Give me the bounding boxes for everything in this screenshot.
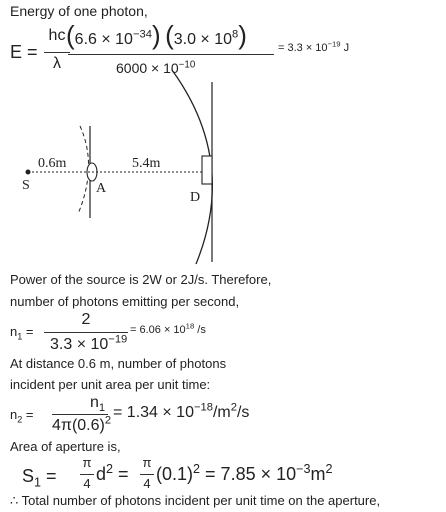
result-exp: −19 xyxy=(327,39,341,49)
n1-symbol: n xyxy=(10,324,18,339)
label-dist2: 5.4m xyxy=(132,156,161,171)
n2-result xyxy=(113,401,250,422)
n1-result xyxy=(130,321,206,336)
num-exp1: −34 xyxy=(132,28,152,41)
s1-frac-bar1 xyxy=(80,474,94,475)
diagram xyxy=(0,66,446,268)
n1-sub: 1 xyxy=(17,331,23,342)
area-line: Area of aperture is, xyxy=(10,439,121,454)
n2-num-base: n xyxy=(90,394,99,411)
s1-unit-exp: 2 xyxy=(325,462,333,476)
power-line1: Power of the source is 2W or 2J/s. Therefore, xyxy=(10,272,272,287)
s1-frac-bar2 xyxy=(140,474,154,475)
hc-fraction-bar xyxy=(44,52,70,53)
s1-result-unit: m xyxy=(310,464,326,484)
n1-numerator: 2 xyxy=(81,311,91,328)
s1-result xyxy=(156,464,333,485)
num-factor1: 6.6 × 10 xyxy=(74,31,133,48)
n2-unit-exp: 2 xyxy=(230,401,237,414)
n1-denominator xyxy=(50,333,128,354)
num-exp2: 8 xyxy=(232,28,239,41)
n2-den-base: 4π(0.6) xyxy=(52,417,105,434)
s1-four2: 4 xyxy=(143,476,151,491)
label-S: S xyxy=(22,178,30,193)
n2-lhs: $n_2$ = xyxy=(10,407,34,425)
energy-result xyxy=(278,39,350,54)
n2-denominator xyxy=(52,414,112,435)
result-unit: J xyxy=(340,42,350,54)
den-exp: −10 xyxy=(178,59,196,71)
s1-pi2: π xyxy=(142,455,152,470)
result-base: = 3.3 × 10 xyxy=(278,42,328,54)
n2-unit-tail: /s xyxy=(236,404,250,421)
n2-result-base: = 1.34 × 10 xyxy=(113,404,194,421)
s1-sub: 1 xyxy=(34,475,42,490)
n2-den-exp: 2 xyxy=(104,414,112,427)
s1-pi1: π xyxy=(82,455,92,470)
s1-lhs: $S_1$ = xyxy=(22,466,57,490)
s1-d: d xyxy=(96,464,107,484)
s1-paren-exp: 2 xyxy=(193,462,201,476)
n1-result-base: = 6.06 × 10 xyxy=(130,324,186,336)
energy-numerator: $(6.6 \times 10^{-34})$ $(3.0 \times 10^8)$ xyxy=(66,20,247,50)
s1-result-exp: −3 xyxy=(296,462,311,476)
n2-symbol: n xyxy=(10,407,18,422)
s1-four1: 4 xyxy=(83,476,91,491)
power-line2: number of photons emitting per second, xyxy=(10,294,240,309)
n1-result-exp: 18 xyxy=(185,321,195,331)
detector-box xyxy=(202,156,212,184)
intro-text: Energy of one photon, xyxy=(10,3,148,19)
s1-symbol: S xyxy=(22,466,35,486)
energy-lhs: E = xyxy=(10,42,38,62)
s1-result-base: = 7.85 × 10 xyxy=(205,464,297,484)
s1-d2: $d^2$ = xyxy=(96,462,129,484)
distance-line2: incident per unit area per unit time: xyxy=(10,377,211,392)
lambda-denominator: λ xyxy=(53,55,61,72)
n1-den-base: 3.3 × 10 xyxy=(50,336,109,353)
n2-result-unit: /m xyxy=(212,404,231,421)
s1-paren: (0.1) xyxy=(156,464,194,484)
n1-result-unit: /s xyxy=(194,324,206,336)
s1-d-exp: 2 xyxy=(106,462,114,476)
n2-num-sub: 1 xyxy=(98,402,106,415)
n2-sub: 2 xyxy=(17,414,23,425)
label-D: D xyxy=(190,190,201,205)
n2-fraction-bar xyxy=(52,414,108,415)
energy-fraction-bar xyxy=(68,54,274,55)
distance-line1: At distance 0.6 m, number of photons xyxy=(10,356,227,371)
final-line: ∴ Total number of photons incident per unit time on the aperture, xyxy=(10,493,381,508)
label-dist1: 0.6m xyxy=(38,156,67,171)
n2-result-exp: −18 xyxy=(193,401,213,414)
n2-numerator xyxy=(90,394,106,415)
num-factor2: 3.0 × 10 xyxy=(173,31,233,48)
label-A: A xyxy=(96,181,107,196)
n1-den-exp: −19 xyxy=(108,333,128,346)
den-base: 6000 × 10 xyxy=(116,60,179,76)
hc-numerator: hc xyxy=(48,27,66,44)
source-point xyxy=(26,170,31,175)
n1-lhs: $n_1$ = xyxy=(10,324,34,342)
